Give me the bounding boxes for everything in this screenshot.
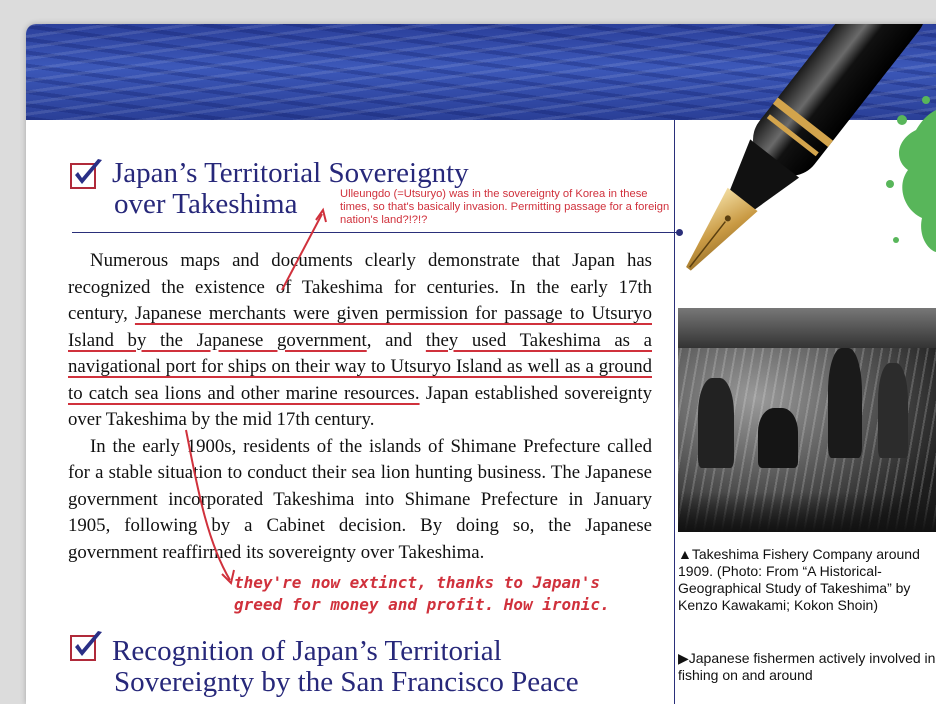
heading-rule: [72, 232, 680, 233]
margin-annotation: Ulleungdo (=Utsuryo) was in the sovereignty of Korea in these times, so that's basically invasion. Permitting passage for a foreign nation's land?!?!?: [340, 188, 670, 226]
historical-photo: [678, 308, 936, 532]
underlined-passage-2: they used Takeshima as a navigational port for ships on their way to Utsuryo Island as well as a ground to catch sea lions and other marine resources.: [68, 329, 652, 404]
document-page: [26, 24, 936, 704]
paragraph-1-text-a: Numerous maps and documents clearly demonstrate that Japan has recognized the existence of Takeshima for centuries. In the early 17th century,: [68, 250, 652, 324]
heading-2-line1: Recognition of Japan’s Territorial: [112, 635, 502, 667]
fountain-pen-icon: [620, 24, 936, 310]
photo-caption-2: ▶Japanese fishermen actively involved in fishing on and around: [678, 650, 936, 683]
paragraph-1: [68, 248, 652, 434]
heading-2-line2: Sovereignty by the San Francisco Peace: [114, 666, 579, 698]
section-heading-2: [112, 636, 579, 698]
photo-caption-1: ▲Takeshima Fishery Company around 1909. (Photo: From “A Historical-Geographical Study of Takeshima” by Kenzo Kawakami; Kokon Shoin): [678, 546, 920, 613]
paragraph-1-text-c: Japan established sovereignty over Takeshima by the mid 17th century.: [68, 382, 652, 430]
underlined-passage-1: Japanese merchants were given permission for passage to Utsuryo Island by the Japanese government: [68, 303, 652, 351]
checkbox-check-icon: [70, 630, 104, 662]
paragraph-2: In the early 1900s, residents of the islands of Shimane Prefecture called for a stable situation to conduct their sea lion hunting business. The Japanese government incorporated Takeshima into Shimane Prefecture in January 1905, following by a Cabinet decision. By doing so, the Japanese government reaffirmed its sovereignty over Takeshima.: [68, 435, 652, 563]
heading-1-line1: Japan’s Territorial Sovereignty: [112, 157, 469, 189]
heading-1-line2: over Takeshima: [114, 188, 298, 220]
paragraph-1-text-b: , and: [366, 329, 426, 351]
handwritten-note: they're now extinct, thanks to Japan's greed for money and profit. How ironic.: [234, 573, 610, 614]
checkbox-check-icon: [70, 158, 104, 190]
body-text: [68, 248, 652, 566]
